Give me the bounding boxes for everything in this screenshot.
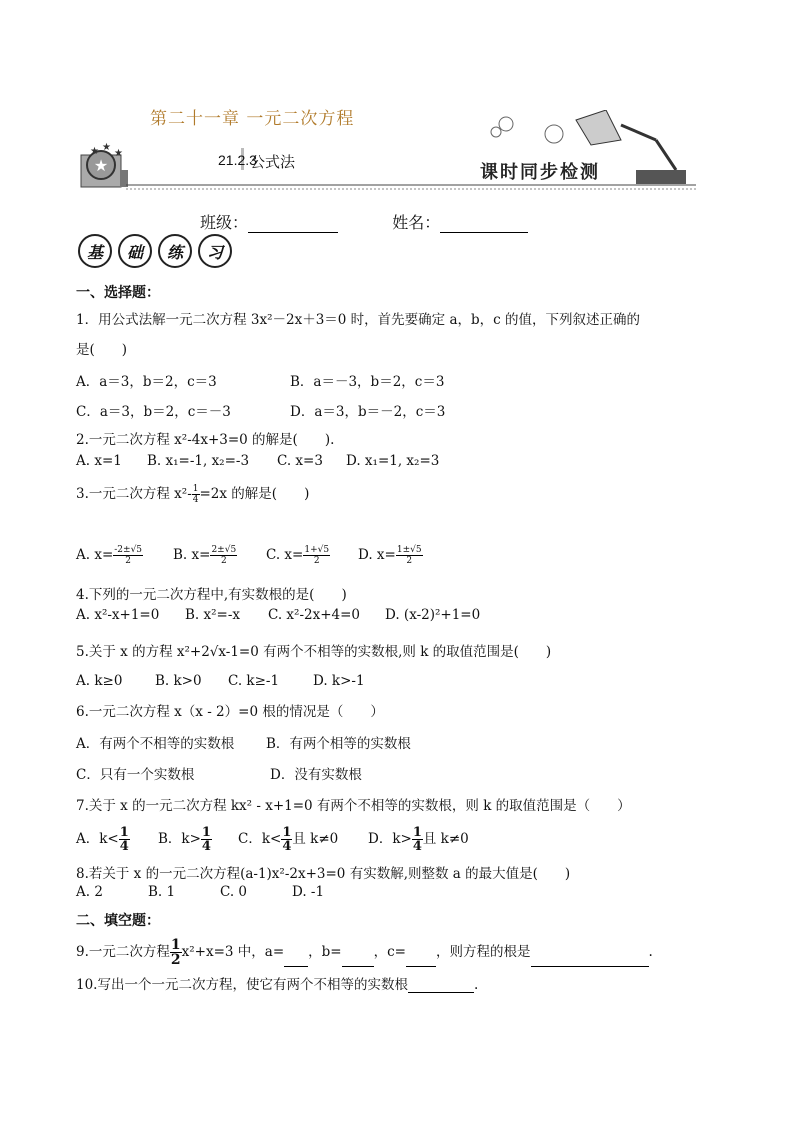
name-label: 姓名： [392,213,441,232]
q5-option-a: A. k≥0 [76,673,123,689]
banner-text: 课时同步检测 [480,162,600,183]
star-badge-icon [81,142,128,187]
q5-option-d: D. k>-1 [313,673,365,689]
svg-text:★: ★ [114,148,123,159]
q5-stem: 5.关于 x 的方程 x²+2√x-1=0 有两个不相等的实数根,则 k 的取值范围是( ) [76,644,552,660]
q3-option-b: B. x= $\frac{2\pm√5}{2}$ [173,545,237,566]
class-blank [248,216,338,233]
q4-stem: 4.下列的一元二次方程中,有实数根的是( ) [76,587,347,603]
badge-char: 础 [118,234,152,268]
svg-text:★: ★ [102,142,111,153]
fraction: $\frac{1}{4}$ [192,484,199,505]
q2-option-b: B. x₁=-1, x₂=-3 [147,453,250,469]
q7-option-a: A．k< $\frac{1}{4}$ [76,825,129,854]
q7-option-d: D．k> $\frac{1}{4}$ 且 k≠0 [368,825,469,854]
q8-option-c: C. 0 [220,884,248,900]
q2-option-d: D. x₁=1, x₂=3 [346,453,440,469]
answer-blank-equation[interactable] [408,979,474,993]
section-heading-choice: 一、选择题： [76,284,160,300]
q8-option-a: A. 2 [76,884,103,900]
q3-stem: 3.一元二次方程 x²- $\frac{1}{4}$ =2x 的解是( ) [76,484,310,505]
svg-text:★: ★ [90,146,99,157]
section-title: 公式法 [250,153,296,171]
badge-char: 基 [78,234,112,268]
q6-option-a: A．有两个不相等的实数根 [76,736,235,752]
answer-blank-c[interactable] [406,953,436,967]
q7-stem: 7.关于 x 的一元二次方程 kx² - x+1=0 有两个不相等的实数根，则 k 的取值范围是（ ） [76,798,631,814]
q4-option-c: C. x²-2x+4=0 [268,607,361,623]
q2-stem: 2.一元二次方程 x²-4x+3=0 的解是( ). [76,432,335,448]
q6-stem: 6.一元二次方程 x（x - 2）=0 根的情况是（ ） [76,704,384,720]
chapter-title: 第二十一章 一元二次方程 [150,109,355,129]
q8-option-b: B. 1 [148,884,176,900]
name-blank [440,216,528,233]
q7-option-c: C．k< $\frac{1}{4}$ 且 k≠0 [238,825,339,854]
q10-stem: 10.写出一个一元二次方程，使它有两个不相等的实数根 . [76,977,479,993]
q5-option-b: B. k>0 [155,673,202,689]
class-label: 班级： [200,213,249,232]
q7-option-b: B．k> $\frac{1}{4}$ [158,825,211,854]
q1-stem-cont: 是( ) [76,342,128,358]
q2-option-a: A. x=1 [76,453,122,469]
section-number: 21.2.3 [218,152,257,168]
q3-option-a: A. x= $\frac{-2\pm√5}{2}$ [76,545,143,566]
q6-option-b: B．有两个相等的实数根 [266,736,411,752]
q1-option-b: B．a＝－3，b＝2，c＝3 [290,374,445,390]
q3-option-d: D. x= $\frac{1\pm√5}{2}$ [358,545,422,566]
q8-option-d: D. -1 [292,884,325,900]
student-info-row [200,210,528,233]
q9-stem: 9.一元二次方程 $\frac{1}{2}$ x²+x=3 中，a= ，b= ，c= ，则方程的根是 . [76,937,653,968]
practice-badge [78,234,232,268]
answer-blank-b[interactable] [342,953,374,967]
q1-stem: 1．用公式法解一元二次方程 3x²－2x＋3＝0 时，首先要确定 a，b，c 的值，下列叙述正确的 [76,312,640,328]
badge-char: 练 [158,234,192,268]
q4-option-d: D. (x-2)²+1=0 [385,607,481,623]
answer-blank-roots[interactable] [531,953,649,967]
q8-stem: 8.若关于 x 的一元二次方程(a-1)x²-2x+3=0 有实数解,则整数 a 的最大值是( ) [76,866,571,882]
q1-option-d: D．a＝3，b＝－2，c＝3 [290,404,446,420]
answer-blank-a[interactable] [284,953,308,967]
section-heading-fill: 二、填空题： [76,912,160,928]
q2-option-c: C. x=3 [277,453,323,469]
q1-option-c: C．a＝3，b＝2，c＝－3 [76,404,231,420]
q1-option-a: A．a＝3，b＝2，c＝3 [76,374,217,390]
q6-option-d: D．没有实数根 [270,767,362,783]
svg-text:★: ★ [93,156,109,175]
q4-option-a: A. x²-x+1=0 [76,607,160,623]
q5-option-c: C. k≥-1 [228,673,280,689]
q4-option-b: B. x²=-x [185,607,241,623]
badge-char: 习 [198,234,232,268]
q6-option-c: C．只有一个实数根 [76,767,195,783]
q3-option-c: C. x= $\frac{1+√5}{2}$ [266,545,330,566]
